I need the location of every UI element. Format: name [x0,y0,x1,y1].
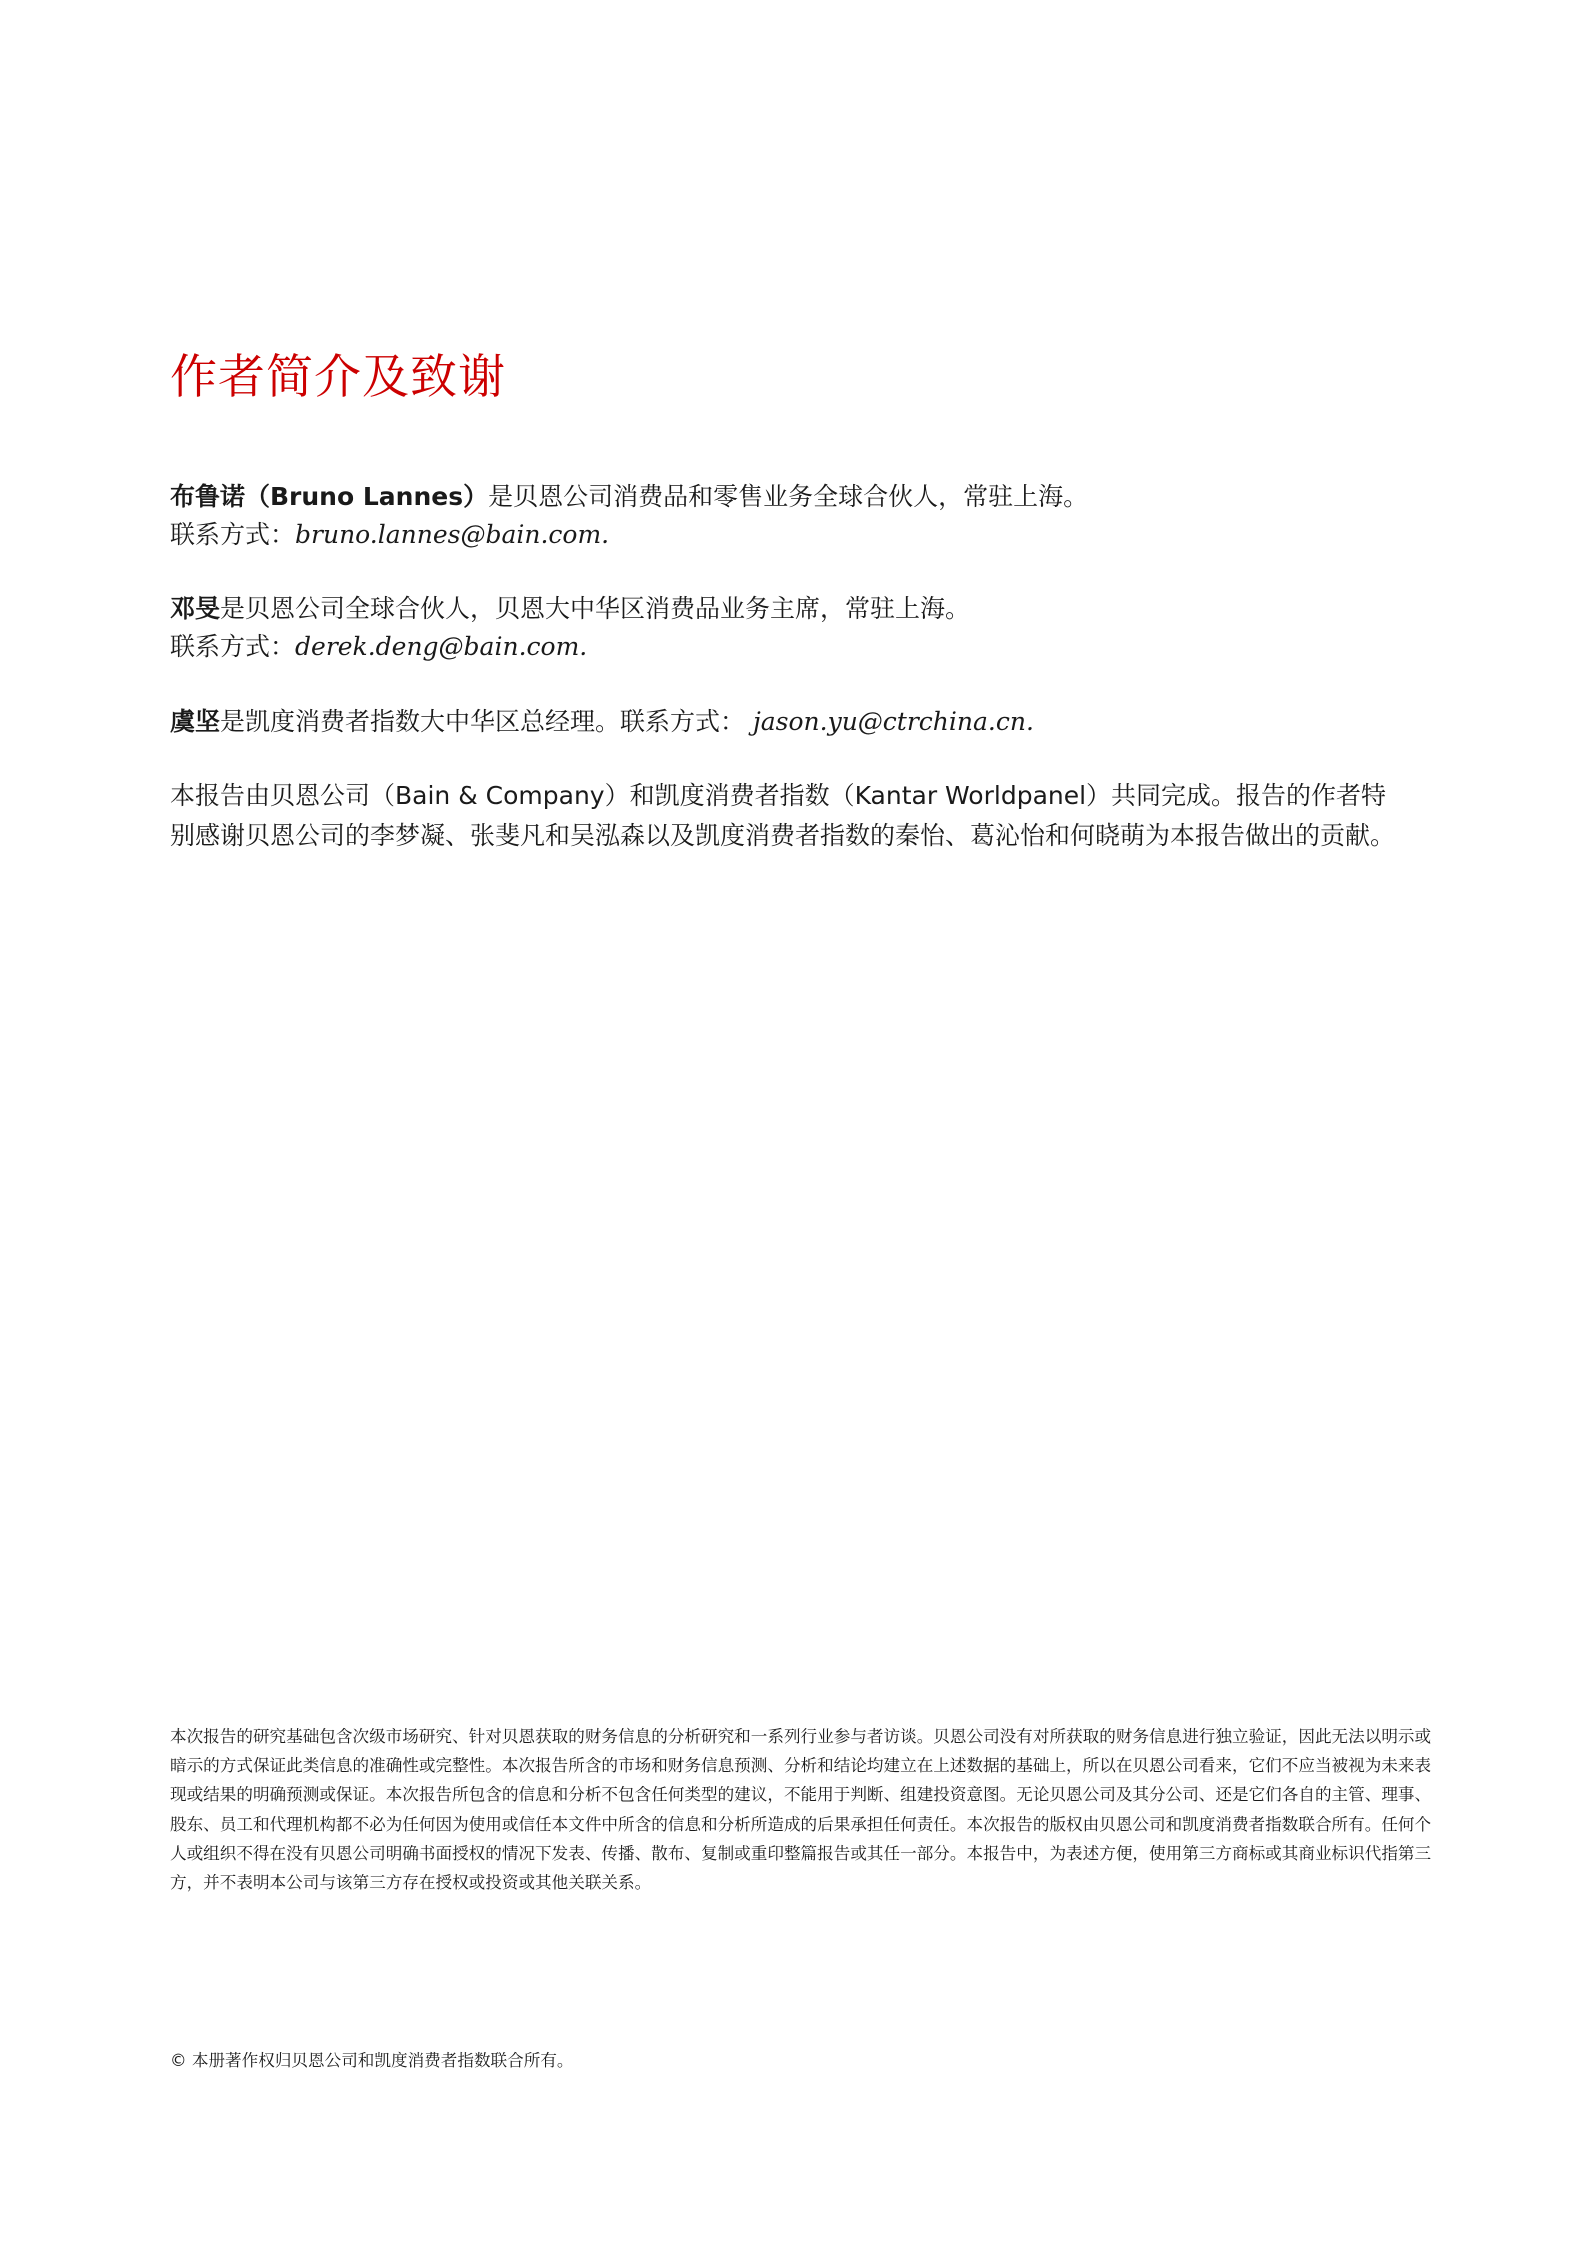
author-email[interactable]: derek.deng@bain.com. [295,632,588,661]
copyright-notice: © 本册著作权归贝恩公司和凯度消费者指数联合所有。 [170,2051,574,2070]
author-bio-bruno-lannes [170,478,1430,554]
acknowledgement-line: 本报告由贝恩公司（Bain & Company）和凯度消费者指数（Kantar Worldpanel）共同完成。报告的作者特 [170,781,1387,810]
author-name: 布鲁诺（Bruno Lannes） [170,482,489,511]
author-email[interactable]: jason.yu@ctrchina.cn. [752,707,1034,736]
page-title: 作者简介及致谢 [170,350,506,405]
disclaimer-text: 本次报告的研究基础包含次级市场研究、针对贝恩获取的财务信息的分析研究和一系列行业参与者访谈。贝恩公司没有对所获取的财务信息进行独立验证，因此无法以明示或暗示的方式保证此类信息的准确性或完整性。本次报告所含的市场和财务信息预测、分析和结论均建立在上述数据的基础上，所以在贝恩公司看来，它们不应当被视为未来表现或结果的明确预测或保证。本次报告所包含的信息和分析不包含任何类型的建议，不能用于判断、组建投资意图。无论贝恩公司及其分公司、还是它们各自的主管、理事、股东、员工和代理机构都不必为任何因为使用或信任本文件中所含的信息和分析所造成的后果承担任何责任。本次报告的版权由贝恩公司和凯度消费者指数联合所有。任何个人或组织不得在没有贝恩公司明确书面授权的情况下发表、传播、散布、复制或重印整篇报告或其任一部分。本报告中，为表述方便，使用第三方商标或其商业标识代指第三方，并不表明本公司与该第三方存在授权或投资或其他关联关系。 [170,1727,1432,1893]
author-bio-derek-deng [170,590,1430,666]
contact-label: 联系方式： [170,632,296,661]
author-description: 是贝恩公司消费品和零售业务全球合伙人，常驻上海。 [488,482,1089,511]
author-description: 是凯度消费者指数大中华区总经理。联系方式： [220,707,746,736]
author-bio-jason-yu [170,703,1430,741]
author-name: 虞坚 [170,707,221,736]
author-description: 是贝恩公司全球合伙人，贝恩大中华区消费品业务主席，常驻上海。 [220,594,971,623]
contact-label: 联系方式： [170,520,296,549]
author-email[interactable]: bruno.lannes@bain.com. [295,520,610,549]
acknowledgement-paragraph [170,776,1430,856]
acknowledgement-line: 别感谢贝恩公司的李梦凝、张斐凡和吴泓森以及凯度消费者指数的秦怡、葛沁怡和何晓萌为本报告做出的贡献。 [170,821,1396,850]
author-name: 邓旻 [170,594,221,623]
